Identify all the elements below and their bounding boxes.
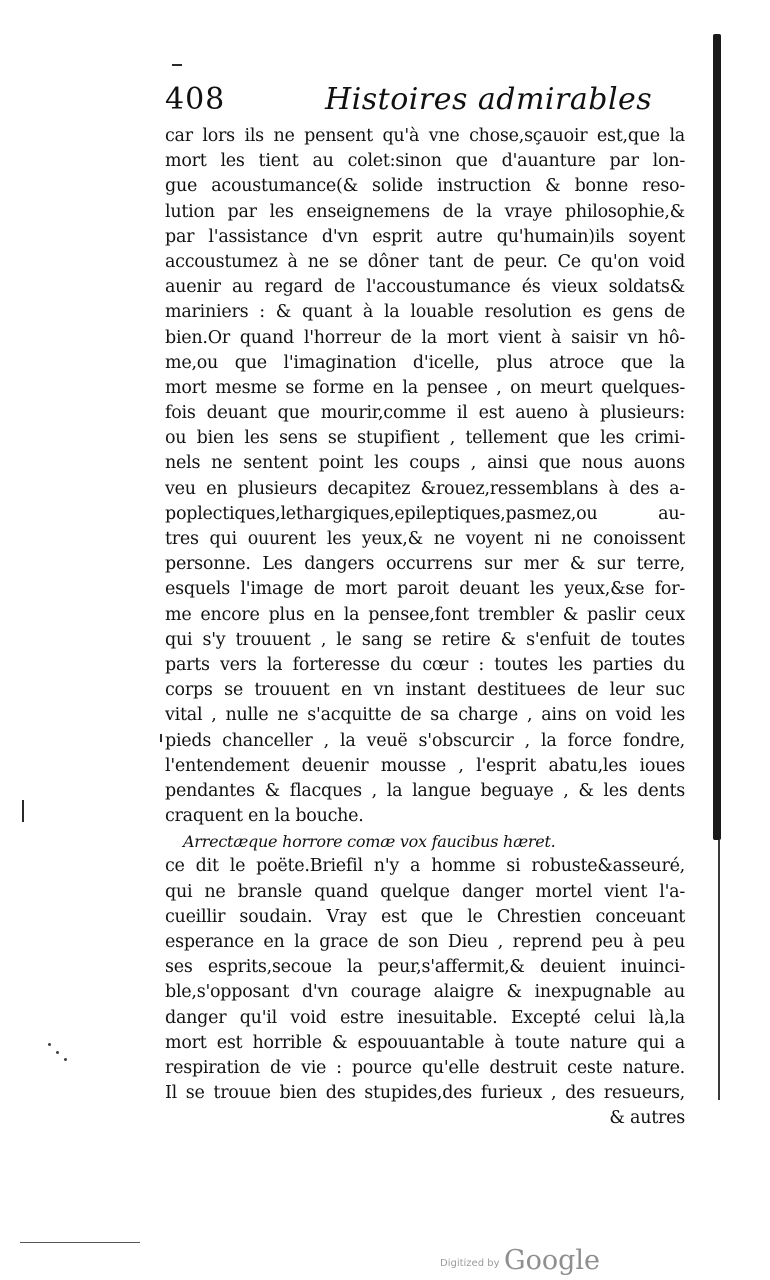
scan-speck [56,1051,59,1054]
text-line: ses esprits,secoue la peur,s'affermit,& deuient inuinci- [165,957,685,978]
text-line: esquels l'image de mort paroit deuant les yeux,&se for- [165,579,685,600]
text-line: Il se trouue bien des stupides,des furieux , des resueurs, [165,1083,685,1104]
text-line: veu en plusieurs decapitez &rouez,ressemblans à des a- [165,478,685,499]
page-header [165,80,675,124]
text-line: l'entendement deuenir mousse , l'esprit abatu,les ioues [165,755,685,776]
gutter-shadow [713,34,721,840]
text-line: poplectiques,lethargiques,epileptiques,pasmez,ou au- [165,503,685,524]
scan-speck [48,1043,51,1046]
text-line: ou bien les sens se stupifient , tellement que les crimi- [165,428,685,449]
text-line: tres qui ouurent les yeux,& ne voyent ni ne conoissent [165,529,685,549]
text-line: ble,s'opposant d'vn courage alaigre & inexpugnable au [165,982,685,1003]
digitization-watermark [440,1244,610,1280]
catchword: & autres [609,1108,685,1129]
text-line: me,ou que l'imagination d'icelle, plus atroce que la [165,352,685,373]
text-line: mort les tient au colet:sinon que d'auanture par lon- [165,151,685,172]
text-line: mariniers : & quant à la louable resolution es gens de [165,302,685,323]
text-line: pendantes & flacques , la langue beguaye , & les dents [165,780,685,801]
text-line: respiration de vie : pource qu'elle destruit ceste nature. [165,1057,685,1078]
text-line: mort est horrible & espouuantable à toute nature qui a [165,1032,685,1053]
scan-edge-line [20,1242,140,1243]
text-line: danger qu'il void estre inesuitable. Excepté celui là,la [165,1007,685,1028]
text-line: vital , nulle ne s'acquitte de sa charge , ains on void les [165,705,685,726]
text-line: lution par les enseignemens de la vraye philosophie,& [165,201,685,222]
text-line: car lors ils ne pensent qu'à vne chose,sçauoir est,que la [165,126,685,146]
text-line: corps se trouuent en vn instant destituees de leur suc [165,680,685,701]
text-line: personne. Les dangers occurrens sur mer & sur terre, [165,554,685,575]
text-line: esperance en la grace de son Dieu , reprend peu à peu [165,932,685,952]
text-line: cueillir soudain. Vray est que le Chrestien conceuant [165,906,685,927]
text-line: craquent en la bouche. [165,806,364,827]
google-logo: Google [504,1245,600,1276]
text-line: gue acoustumance(& solide instruction & bonne reso- [165,176,685,197]
body-text [165,124,685,1132]
text-line: bien.Or quand l'horreur de la mort vient à saisir vn hô- [165,327,685,348]
gutter-line [718,840,720,1100]
text-line: me encore plus en la pensee,font trembler & paslir ceux [165,604,685,625]
running-head: Histoires admirables [325,82,653,117]
text-line: pieds chanceller , la veuë s'obscurcir , la force fondre, [165,730,685,751]
text-line: qui s'y trouuent , le sang se retire & s'enfuit de toutes [165,629,685,650]
margin-mark [22,800,24,822]
text-line: auenir au regard de l'accoustumance és vieux soldats& [165,277,685,298]
text-line: parts vers la forteresse du cœur : toutes les parties du [165,654,685,675]
text-line: fois deuant que mourir,comme il est aueno à plusieurs: [165,403,685,424]
scan-speck [64,1058,67,1061]
page-number: 408 [165,82,226,117]
margin-mark [160,734,162,742]
text-line: par l'assistance d'vn esprit autre qu'humain)ils soyent [165,226,685,247]
text-line: nels ne sentent point les coups , ainsi que nous auons [165,453,685,474]
text-line: mort mesme se forme en la pensee , on meurt quelques- [165,377,685,398]
text-line: ce dit le poëte.Briefil n'y a homme si robuste&asseuré, [165,856,685,877]
text-line: qui ne bransle quand quelque danger mortel vient l'a- [165,881,685,902]
watermark-prefix: Digitized by [440,1258,500,1269]
latin-quotation: Arrectæque horrore comæ vox faucibus hæret. [183,832,556,852]
margin-mark [172,64,182,66]
text-line: accoustumez à ne se dôner tant de peur. Ce qu'on void [165,251,685,272]
